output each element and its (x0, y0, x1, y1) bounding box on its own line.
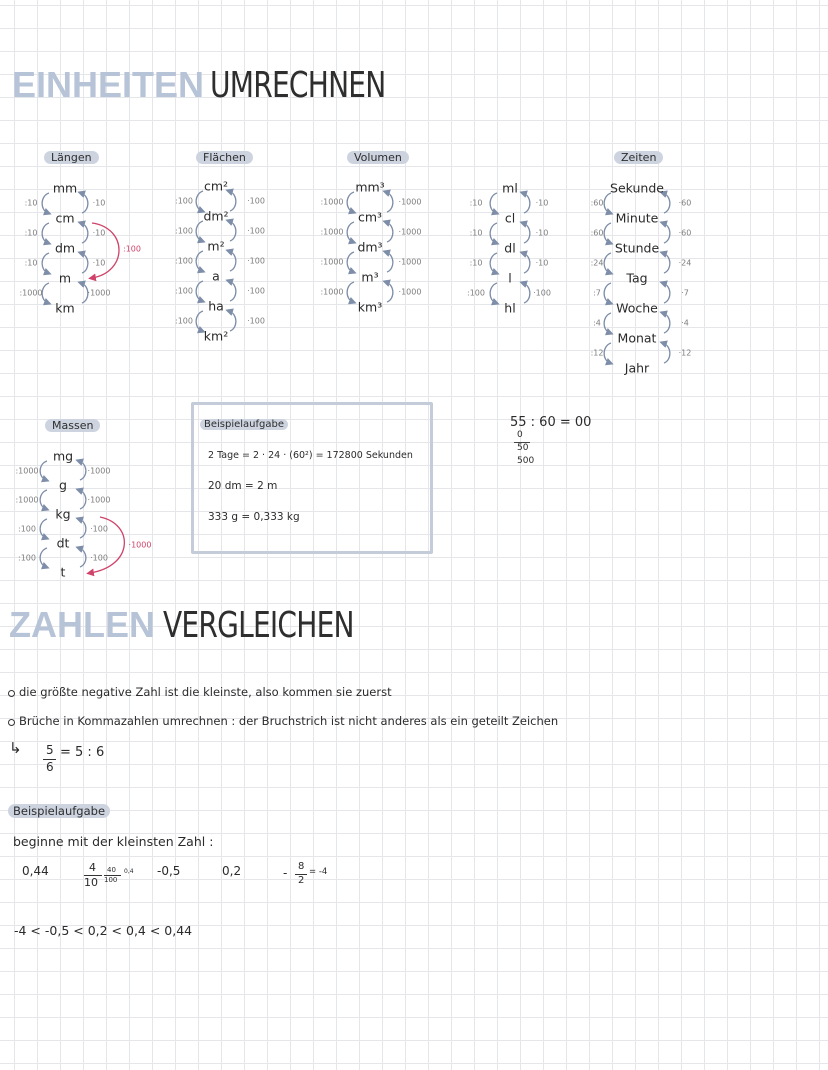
liter-multiply-factor: ·10 (535, 198, 549, 208)
fraction-num: 5 (46, 743, 54, 757)
massen-divide-factor: :1000 (15, 466, 39, 475)
flaechen-unit: a (212, 268, 220, 284)
division-line-4: 500 (517, 456, 535, 466)
conversion-arrow (42, 283, 49, 303)
division-line-1: 55 : 60 = 00 (510, 415, 592, 430)
conversion-arrow (79, 490, 86, 509)
massen-divide-factor: :100 (18, 553, 36, 562)
liter-multiply-factor: ·10 (535, 258, 549, 268)
laengen-red-factor: :100 (123, 244, 141, 254)
conversion-arrow (42, 223, 49, 243)
conversion-arrow (40, 490, 47, 509)
conversion-arrow (386, 192, 393, 212)
laengen-multiply-factor: ·10 (92, 258, 106, 268)
zeiten-multiply-factor: ·12 (678, 348, 692, 358)
value-2-den: 10 (84, 876, 98, 889)
zeiten-divide-factor: :7 (593, 288, 601, 298)
conversion-arrow (663, 283, 670, 303)
conversion-arrow (196, 191, 203, 211)
fraction-rest: = 5 : 6 (60, 745, 105, 760)
zeiten-unit: Jahr (624, 360, 650, 376)
conversion-arrow (663, 313, 670, 333)
conversion-arrow (663, 223, 670, 243)
conversion-arrow (196, 311, 203, 331)
liter-divide-factor: :10 (469, 228, 483, 238)
conversion-arrow (79, 519, 86, 538)
flaechen-divide-factor: :100 (175, 256, 193, 266)
laengen-divide-factor: :10 (24, 228, 38, 238)
conversion-arrow (79, 548, 86, 567)
conversion-arrow (229, 191, 236, 211)
laengen-unit: cm (55, 210, 75, 226)
title-bold-word: EINHEITEN (12, 64, 205, 105)
volumen-multiply-factor: ·1000 (398, 227, 422, 237)
volumen-divide-factor: :1000 (320, 257, 344, 267)
zeiten-multiply-factor: ·24 (678, 258, 692, 268)
bullet-dot-2 (8, 719, 15, 726)
ordering-result: -4 < -0,5 < 0,2 < 0,4 < 0,44 (14, 923, 193, 938)
value-5-den: 2 (298, 875, 305, 886)
zeiten-multiply-factor: ·7 (681, 288, 689, 298)
conversion-arrow (523, 253, 530, 273)
conversion-arrow (604, 193, 611, 213)
volumen-divide-factor: :1000 (320, 287, 344, 297)
zeiten-divide-factor: :60 (590, 228, 604, 238)
zeiten-unit: Monat (617, 330, 657, 346)
conversion-arrow (490, 223, 497, 243)
conversion-arrow (347, 192, 354, 212)
flaechen-multiply-factor: ·100 (247, 226, 265, 236)
division-line-2: 0 (517, 430, 523, 440)
conversion-arrow (229, 281, 236, 301)
example-line-3: 333 g = 0,333 kg (208, 511, 300, 523)
liter-unit: ml (502, 180, 518, 196)
zeiten-unit: Tag (626, 270, 648, 286)
value-5-rest: = -4 (309, 867, 328, 877)
laengen-multiply-factor: ·10 (92, 228, 106, 238)
conversion-arrow (347, 282, 354, 302)
value-4: 0,2 (222, 864, 242, 878)
value-2-rest-num: 40 (107, 866, 116, 874)
zeiten-multiply-factor: ·60 (678, 198, 692, 208)
zeiten-multiply-factor: ·4 (681, 318, 689, 328)
conversion-arrow (196, 221, 203, 241)
volumen-unit: cm³ (357, 209, 383, 225)
conversion-arrow (604, 343, 611, 363)
value-2-num: 4 (89, 861, 96, 874)
massen-unit: t (60, 564, 66, 580)
massen-multiply-factor: ·1000 (87, 495, 111, 504)
section-label-zeiten: Zeiten (614, 151, 663, 164)
flaechen-divide-factor: :100 (175, 226, 193, 236)
conversion-arrow (81, 193, 88, 213)
conversion-arrow (42, 193, 49, 213)
zeiten-unit: Minute (615, 210, 659, 226)
conversion-arrow (79, 461, 86, 480)
example-line-1: 2 Tage = 2 · 24 · (60²) = 172800 Sekunden (208, 450, 413, 461)
value-3: -0,5 (157, 864, 181, 878)
flaechen-unit: km² (203, 328, 229, 344)
conversion-arrow (81, 223, 88, 243)
title-thin-word: UMRECHNEN (210, 65, 386, 106)
zeiten-divide-factor: :24 (590, 258, 604, 268)
title2-thin-word: VERGLEICHEN (163, 605, 354, 646)
flaechen-multiply-factor: ·100 (247, 196, 265, 206)
laengen-divide-factor: :1000 (19, 288, 43, 298)
conversion-arrow (523, 223, 530, 243)
flaechen-divide-factor: :100 (175, 316, 193, 326)
conversion-arrow (40, 548, 47, 567)
massen-divide-factor: :100 (18, 524, 36, 533)
flaechen-multiply-factor: ·100 (247, 256, 265, 266)
section-label-flaechen: Flächen (196, 151, 253, 164)
conversion-arrow (604, 283, 611, 303)
zeiten-divide-factor: :4 (593, 318, 601, 328)
volumen-unit: m³ (361, 269, 379, 285)
laengen-unit: mm (52, 180, 78, 196)
laengen-divide-factor: :10 (24, 198, 38, 208)
flaechen-unit: ha (208, 298, 224, 314)
example-line-2: 20 dm = 2 m (208, 480, 278, 492)
liter-multiply-factor: ·10 (535, 228, 549, 238)
conversion-arrow (40, 461, 47, 480)
zeiten-divide-factor: :60 (590, 198, 604, 208)
conversion-arrow (229, 251, 236, 271)
laengen-unit: km (55, 300, 75, 316)
volumen-multiply-factor: ·1000 (398, 287, 422, 297)
fraction-den: 6 (46, 760, 54, 774)
liter-divide-factor: :10 (469, 258, 483, 268)
page-title-zahlen (9, 604, 408, 646)
value-5-num: 8 (298, 861, 305, 872)
laengen-unit: m (58, 270, 72, 286)
bullet-text-1: die größte negative Zahl ist die kleinste, also kommen sie zuerst (19, 685, 392, 699)
liter-unit: l (508, 270, 512, 286)
volumen-multiply-factor: ·1000 (398, 257, 422, 267)
conversion-arrow (40, 519, 47, 538)
conversion-arrow (347, 252, 354, 272)
liter-multiply-factor: ·100 (533, 288, 551, 298)
conversion-arrow (386, 222, 393, 242)
massen-multiply-factor: ·100 (90, 553, 108, 562)
conversion-arrow (386, 282, 393, 302)
volumen-divide-factor: :1000 (320, 197, 344, 207)
conversion-arrow (490, 283, 497, 303)
conversion-arrow (196, 281, 203, 301)
laengen-divide-factor: :10 (24, 258, 38, 268)
flaechen-unit: m² (207, 238, 225, 254)
laengen-unit: dm (54, 240, 76, 256)
liter-unit: hl (504, 300, 516, 316)
massen-unit: kg (55, 506, 71, 522)
section-label-laengen: Längen (44, 151, 99, 164)
conversion-arrow (604, 223, 611, 243)
flaechen-multiply-factor: ·100 (247, 286, 265, 296)
conversion-arrow (42, 253, 49, 273)
conversion-arrow (523, 193, 530, 213)
example-box-label: Beispielaufgabe (200, 419, 288, 430)
division-line-3: 50 (517, 443, 529, 453)
volumen-unit: mm³ (355, 179, 385, 195)
conversion-arrow (490, 193, 497, 213)
conversion-arrow (604, 253, 611, 273)
massen-unit: dt (56, 535, 70, 551)
section-label-massen: Massen (45, 419, 100, 432)
volumen-unit: dm³ (357, 239, 383, 255)
conversion-arrow (196, 251, 203, 271)
conversion-arrow (523, 283, 530, 303)
volumen-divide-factor: :1000 (320, 227, 344, 237)
conversion-arrow (663, 343, 670, 363)
liter-unit: dl (504, 240, 516, 256)
zeiten-divide-factor: :12 (590, 348, 604, 358)
massen-unit: mg (52, 448, 74, 464)
arrow-icon: ↳ (9, 739, 22, 757)
conversion-arrow (386, 252, 393, 272)
conversion-arrow (81, 253, 88, 273)
title2-bold-word: ZAHLEN (9, 604, 155, 645)
volumen-multiply-factor: ·1000 (398, 197, 422, 207)
conversion-arrow (229, 221, 236, 241)
conversion-arrow (490, 253, 497, 273)
massen-multiply-factor: ·100 (90, 524, 108, 533)
flaechen-divide-factor: :100 (175, 196, 193, 206)
value-1: 0,44 (22, 864, 49, 878)
volumen-unit: km³ (357, 299, 383, 315)
value-2-rest-den: 100 (104, 876, 118, 884)
conversion-arrow (229, 311, 236, 331)
value-5-pre: - (283, 866, 288, 880)
section-label-volumen: Volumen (347, 151, 409, 164)
flaechen-unit: dm² (203, 208, 229, 224)
value-2-result: 0,4 (124, 868, 134, 875)
example2-instruction: beginne mit der kleinsten Zahl : (13, 834, 214, 849)
conversion-arrow (663, 253, 670, 273)
massen-divide-factor: :1000 (15, 495, 39, 504)
liter-divide-factor: :10 (469, 198, 483, 208)
conversion-arrow (347, 222, 354, 242)
laengen-multiply-factor: ·1000 (87, 288, 111, 298)
bullet-dot-1 (8, 690, 15, 697)
massen-unit: g (59, 477, 67, 493)
conversion-arrow (604, 313, 611, 333)
laengen-multiply-factor: ·10 (92, 198, 106, 208)
zeiten-unit: Sekunde (610, 180, 664, 196)
massen-red-factor: ·1000 (128, 540, 152, 550)
bullet-text-2: Brüche in Kommazahlen umrechnen : der Bruchstrich ist nicht anderes als ein geteilt Zeichen (19, 714, 559, 728)
conversion-arrow (663, 193, 670, 213)
massen-multiply-factor: ·1000 (87, 466, 111, 475)
liter-divide-factor: :100 (467, 288, 485, 298)
liter-unit: cl (504, 210, 516, 226)
flaechen-multiply-factor: ·100 (247, 316, 265, 326)
flaechen-unit: cm² (203, 178, 229, 194)
example2-label: Beispielaufgabe (8, 804, 110, 818)
zeiten-unit: Woche (616, 300, 658, 316)
zeiten-unit: Stunde (614, 240, 660, 256)
flaechen-divide-factor: :100 (175, 286, 193, 296)
zeiten-multiply-factor: ·60 (678, 228, 692, 238)
